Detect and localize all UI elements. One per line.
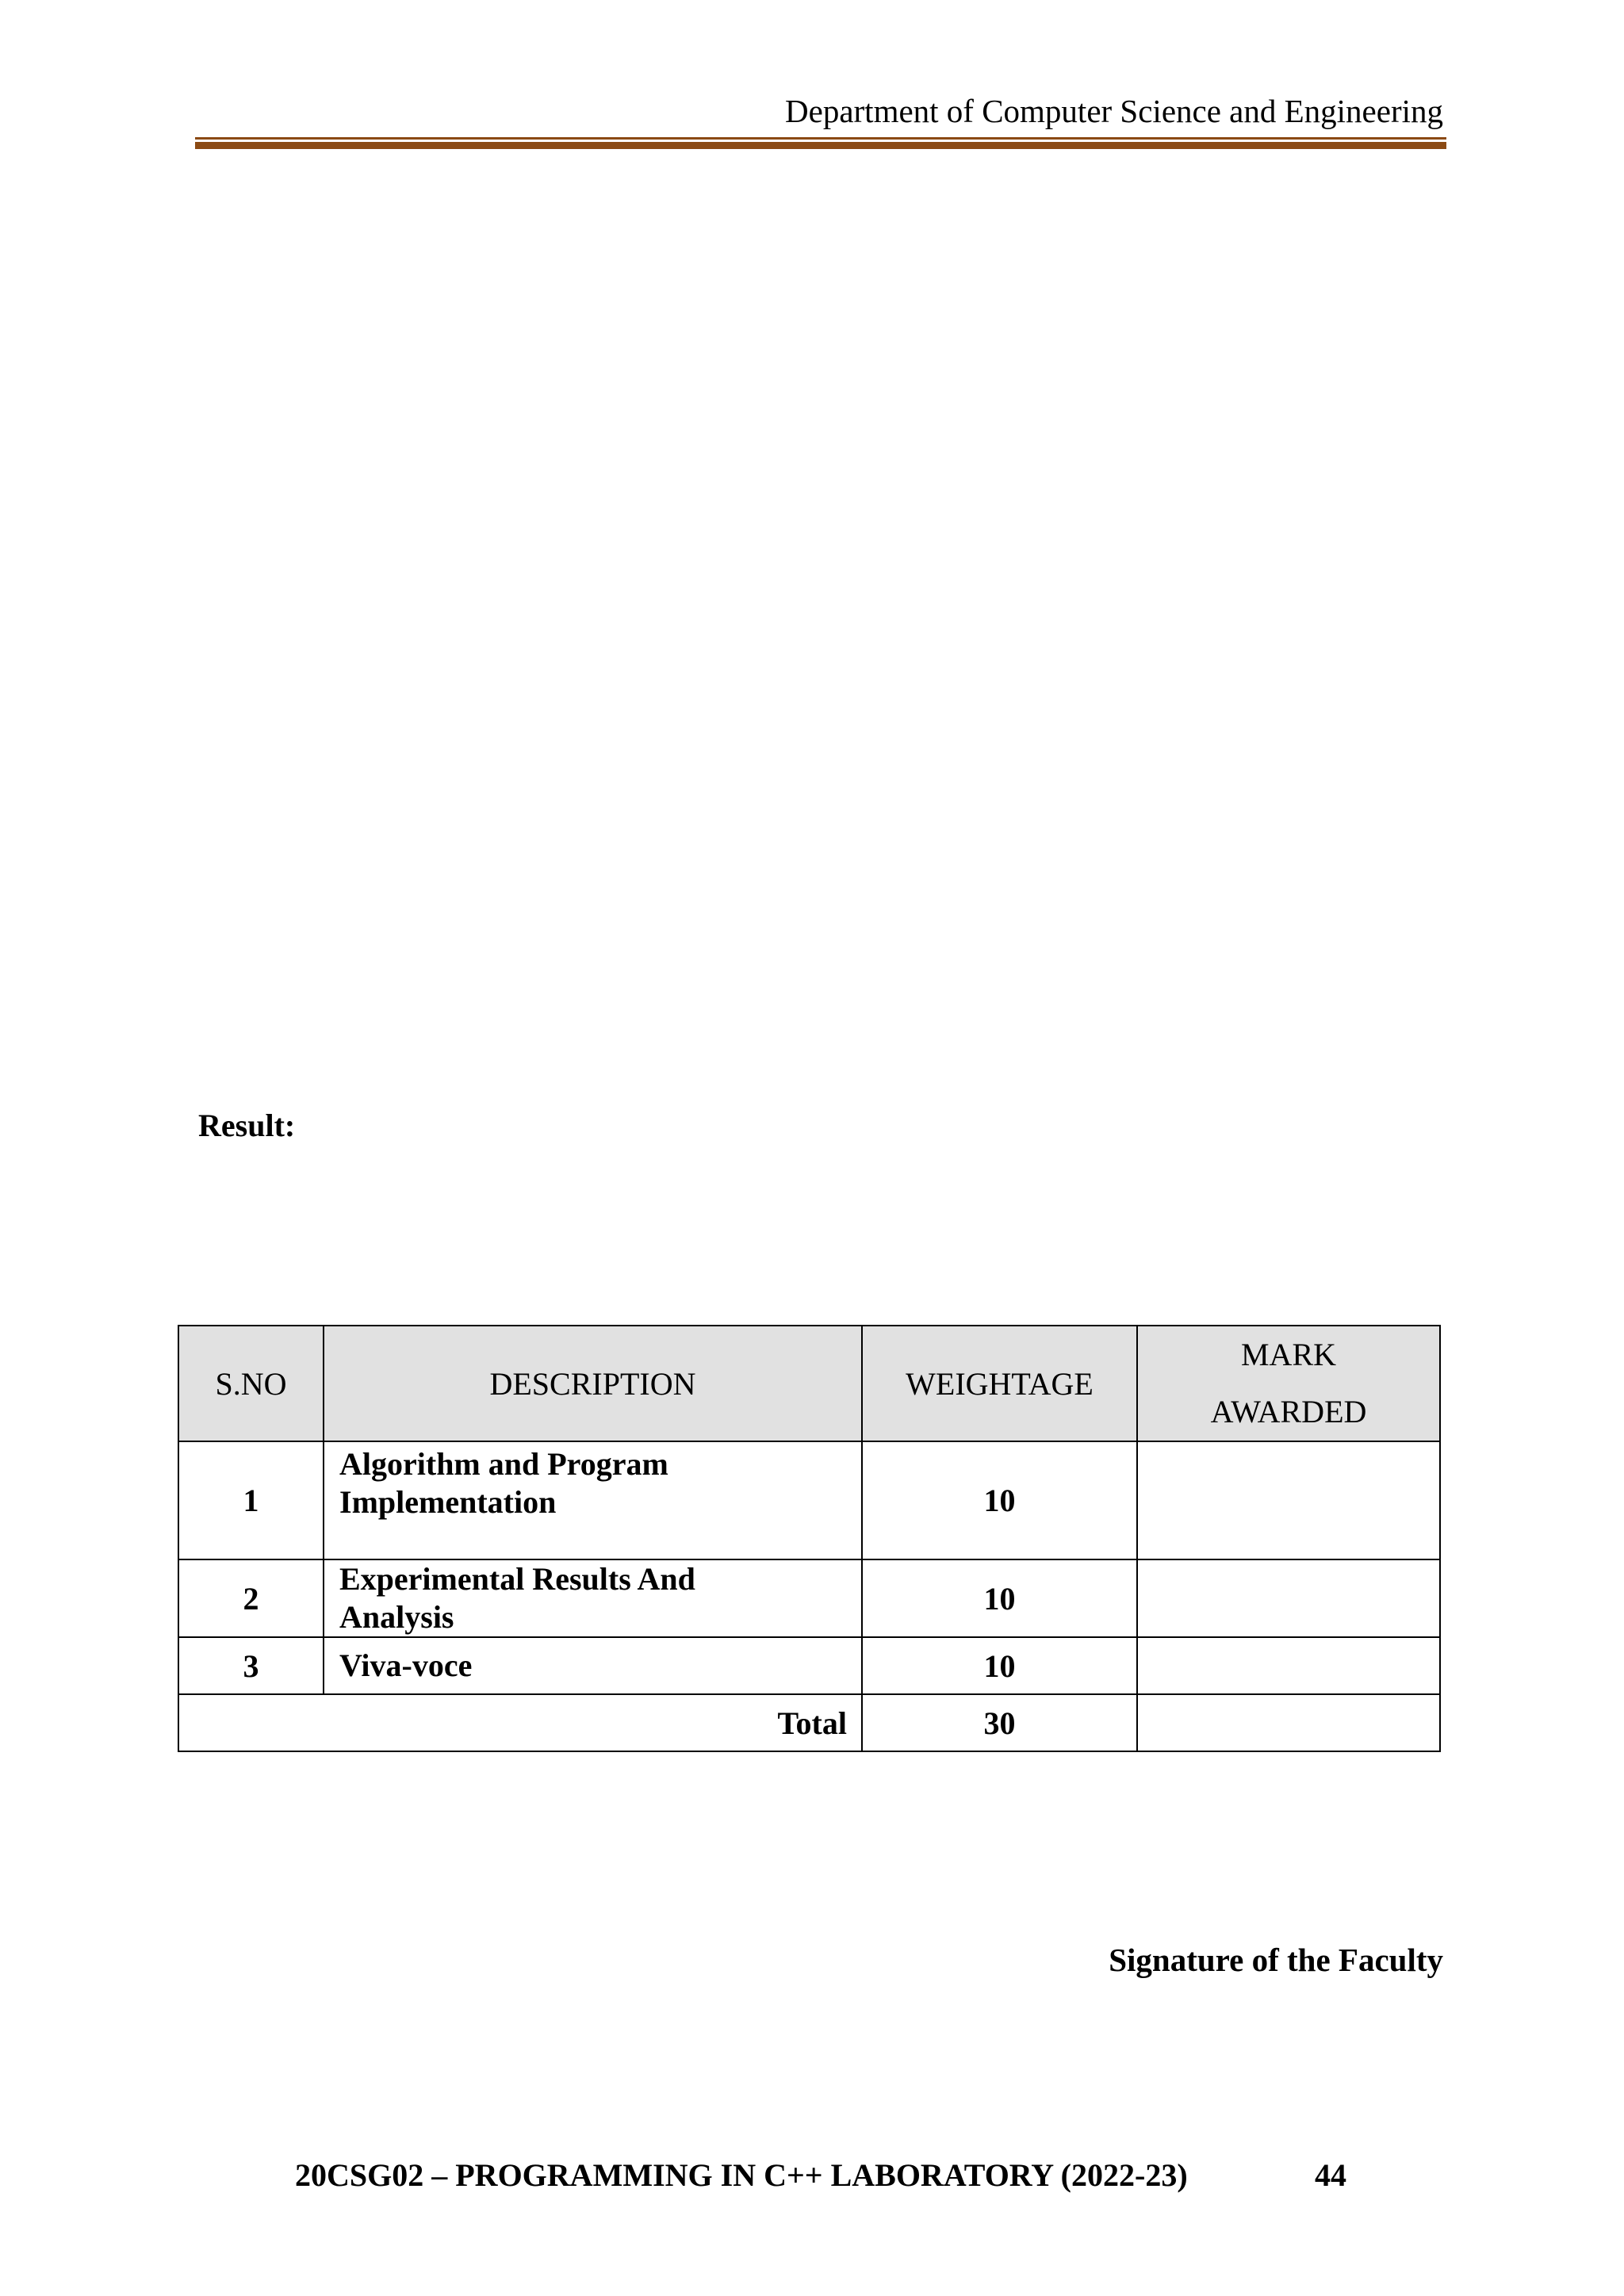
table-header-row (178, 1326, 1440, 1441)
table-row (178, 1441, 1440, 1559)
footer-course-title: 20CSG02 – PROGRAMMING IN C++ LABORATORY (2022-23) (295, 2157, 1188, 2193)
table-row (178, 1637, 1440, 1694)
row-sno: 1 (178, 1441, 324, 1559)
row-description-line: Viva-voce (339, 1647, 473, 1683)
row-description (324, 1441, 862, 1559)
row-weightage: 10 (862, 1441, 1137, 1559)
total-label: Total (178, 1694, 862, 1751)
row-sno: 2 (178, 1559, 324, 1637)
row-weightage: 10 (862, 1559, 1137, 1637)
row-mark-awarded (1137, 1637, 1440, 1694)
row-mark-awarded (1137, 1559, 1440, 1637)
header-mark-line2: AWARDED (1210, 1394, 1367, 1429)
header-weightage: WEIGHTAGE (862, 1326, 1137, 1441)
header-department: Department of Computer Science and Engineering (785, 93, 1443, 129)
row-description (324, 1637, 862, 1694)
table-row (178, 1559, 1440, 1637)
row-sno: 3 (178, 1637, 324, 1694)
total-mark-awarded (1137, 1694, 1440, 1751)
row-description-line: Analysis (339, 1599, 454, 1635)
row-description (324, 1559, 862, 1637)
total-weightage: 30 (862, 1694, 1137, 1751)
row-description-line: Implementation (339, 1484, 557, 1520)
table-total-row (178, 1694, 1440, 1751)
header-rule-thin (195, 137, 1446, 140)
header-rule-thick (195, 142, 1446, 149)
header-sno: S.NO (178, 1326, 324, 1441)
header-description: DESCRIPTION (324, 1326, 862, 1441)
result-label: Result: (198, 1108, 296, 1143)
row-description-line: Algorithm and Program (339, 1446, 668, 1482)
marks-table (178, 1325, 1441, 1752)
header-mark-awarded (1137, 1326, 1440, 1441)
faculty-signature-label: Signature of the Faculty (1109, 1942, 1443, 1978)
row-mark-awarded (1137, 1441, 1440, 1559)
row-weightage: 10 (862, 1637, 1137, 1694)
page-number: 44 (1315, 2157, 1346, 2193)
row-description-line: Experimental Results And (339, 1561, 695, 1597)
header-mark-line1: MARK (1240, 1337, 1337, 1372)
